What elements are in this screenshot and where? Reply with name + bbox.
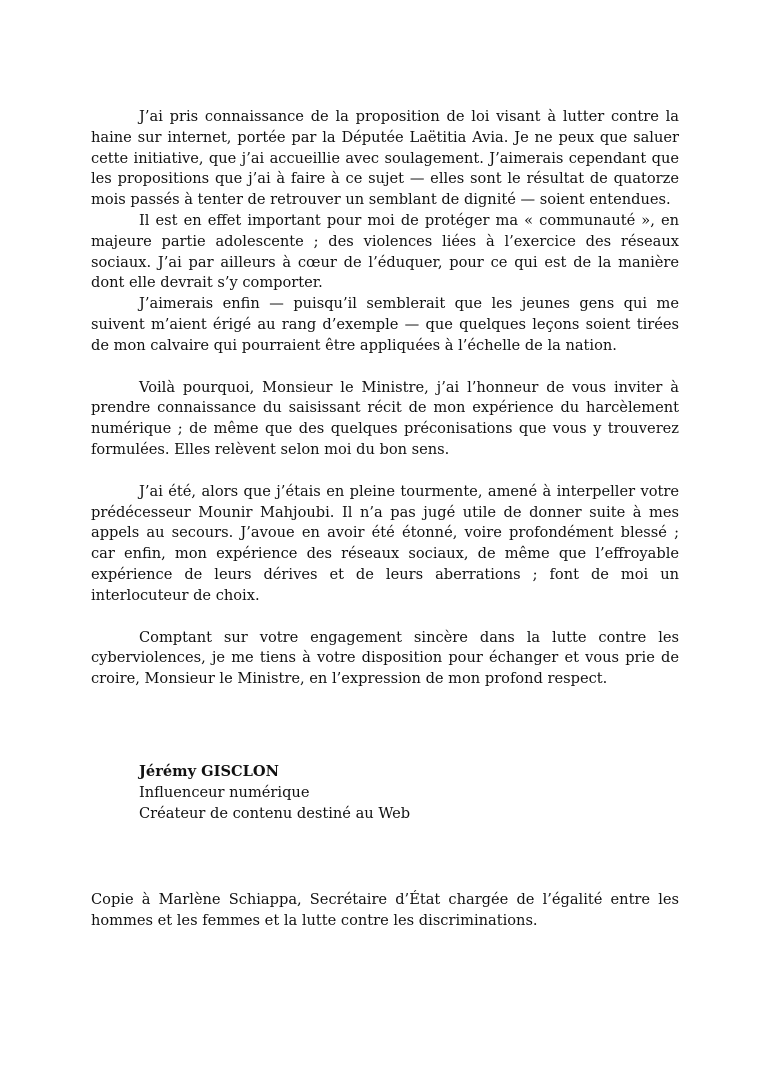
paragraph-predecessor: J’ai été, alors que j’étais en pleine tourmente, amené à interpeller votre prédécesseur Mounir Mahjoubi. Il n’a pas jugé utile de donner suite à mes appels au secours. J’avoue en avoir été étonné, voire profondément blessé ; car enfin, mon expérience des réseaux sociaux, de même que l’effroyable expérience de leurs dérives et de leurs aberrations ; font de moi un interlocuteur de choix. [91,482,679,604]
paragraph-intro: J’ai pris connaissance de la proposition de loi visant à lutter contre la haine sur internet, portée par la Députée Laëtitia Avia. Je ne peux que saluer cette initiative, que j’ai accueillie avec soulagement. J’aimerais cependant que les propositions que j’ai à faire à ce sujet — elles sont le résultat de quatorze mois passés à tenter de retrouver un semblant de dignité — soient entendues. [91,108,679,209]
paragraph-gap [91,607,679,628]
paragraph-community: Il est en effet important pour moi de protéger ma « communauté », en majeure partie adolescente ; des violences liées à l’exercice des réseaux sociaux. J’ai par ailleurs à cœur de l’éduquer, pour ce qui est de la manière dont elle devrait s’y comporter. [91,211,679,292]
paragraph-gap [91,461,679,482]
paragraph-closing: Comptant sur votre engagement sincère dans la lutte contre les cyberviolences, je me tiens à votre disposition pour échanger et vous prie de croire, Monsieur le Ministre, en l’expression de mon profond respect. [91,628,679,688]
paragraph-gap [91,357,679,378]
signature-subtitle: Créateur de contenu destiné au Web [139,804,411,822]
paragraph-example: J’aimerais enfin — puisqu’il semblerait que les jeunes gens qui me suivent m’aient érigé au rang d’exemple — que quelques leçons soient tirées de mon calvaire qui pourraient être appliquées à l’échelle de la nation. [91,295,679,354]
signature-block [139,762,410,824]
copy-note: Copie à Marlène Schiappa, Secrétaire d’État chargée de l’égalité entre les hommes et les femmes et la lutte contre les discriminations. [91,891,679,929]
paragraph-invitation: Voilà pourquoi, Monsieur le Ministre, j’ai l’honneur de vous inviter à prendre connaissance du saisissant récit de mon expérience du harcèlement numérique ; de même que des quelques préconisations que vous y trouverez formulées. Elles relèvent selon moi du bon sens. [91,378,679,458]
letter-body [91,107,679,690]
signature-name: Jérémy GISCLON [139,763,279,780]
signature-title: Influenceur numérique [139,783,310,801]
